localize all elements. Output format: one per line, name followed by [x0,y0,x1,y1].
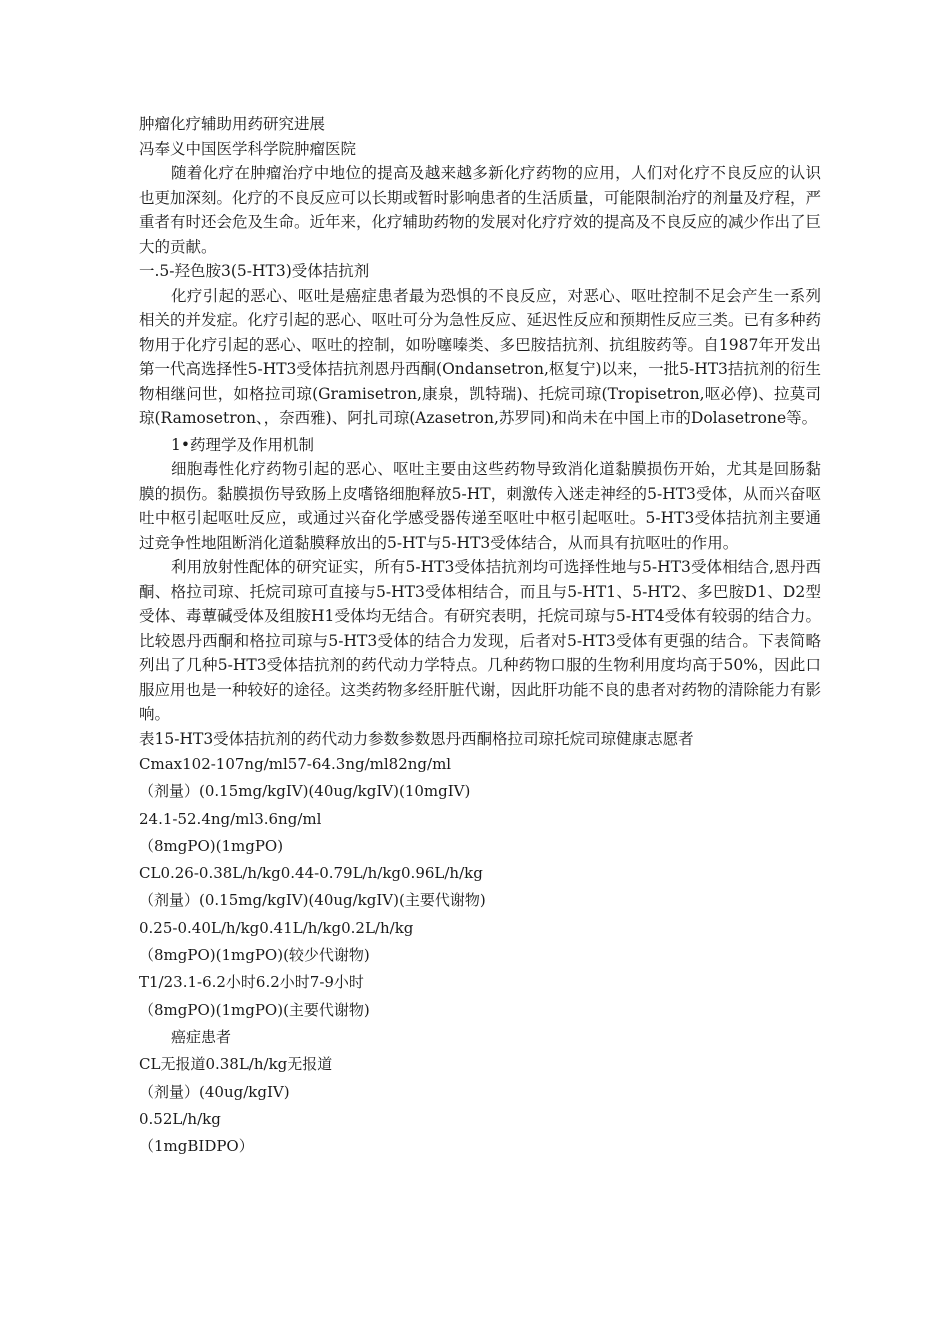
section-heading: 一.5-羟色胺3(5-HT3)受体拮抗剂 [139,262,370,280]
intro-paragraph: 随着化疗在肿瘤治疗中地位的提高及越来越多新化疗药物的应用，人们对化疗不良反应的认识也更加深刻。化疗的不良反应可以长期或暂时影响患者的生活质量，可能限制治疗的剂量及疗程，严重者有时还会危及生命。近年来，化疗辅助药物的发展对化疗疗效的提高及不良反应的减少作出了巨大的贡献。 [139,164,822,256]
document-page [139,112,821,1160]
table-line: Cmax102-107ng/ml57-64.3ng/ml82ng/ml [139,755,452,773]
section-paragraph: 化疗引起的恶心、呕吐是癌症患者最为恐惧的不良反应，对恶心、呕吐控制不足会产生一系列相关的并发症。化疗引起的恶心、呕吐可分为急性反应、延迟性反应和预期性反应三类。已有多种药物用于化疗引起的恶心、呕吐的控制，如吩噻嗪类、多巴胺拮抗剂、抗组胺药等。自1987年开发出第一代高选择性5-HT3受体拮抗剂恩丹西酮(Ondansetron,枢复宁)以来，一批5-HT3拮抗剂的衍生物相继问世，如格拉司琼(Gramisetron,康泉，凯特瑞)、托烷司琼(Tropisetron,呕必停)、拉莫司琼(Ramosetron、，奈西雅)、阿扎司琼(Azasetron,苏罗同)和尚未在中国上市的Dolasetrone等。 [139,286,822,427]
table-line: （剂量）(40ug/kgIV) [139,1082,290,1101]
table-line: （1mgBIDPO） [139,1137,254,1156]
document-title: 肿瘤化疗辅助用药研究进展 [139,115,326,133]
table-line: （剂量）(0.15mg/kgIV)(40ug/kgIV)(主要代谢物) [139,891,486,910]
binding-paragraph: 利用放射性配体的研究证实，所有5-HT3受体拮抗剂均可选择性地与5-HT3受体相结合,恩丹西酮、格拉司琼、托烷司琼可直接与5-HT3受体相结合，而且与5-HT1、5-HT2、多巴胺D1、D2型受体、毒蕈碱受体及组胺H1受体均无结合。有研究表明，托烷司琼与5-HT4受体有较弱的结合力。比较恩丹西酮和格拉司琼与5-HT3受体的结合力发现，后者对5-HT3受体有更强的结合。下表简略列出了几种5-HT3受体拮抗剂的药代动力学特点。几种药物口服的生物利用度均高于50%，因此口服应用也是一种较好的途径。这类药物多经肝脏代谢，因此肝功能不良的患者对药物的清除能力有影响。 [139,558,822,723]
table-group-label: 癌症患者 [171,1027,232,1046]
table-line: CL0.26-0.38L/h/kg0.44-0.79L/h/kg0.96L/h/kg [139,864,483,883]
document-author: 冯奉义中国医学科学院肿瘤医院 [139,139,357,158]
table-line: （剂量）(0.15mg/kgIV)(40ug/kgIV)(10mgIV) [139,782,471,801]
table-line: （8mgPO)(1mgPO) [139,836,284,855]
table-caption: 表15-HT3受体拮抗剂的药代动力参数参数恩丹西酮格拉司琼托烷司琼健康志愿者 [139,729,694,748]
table-line: CL无报道0.38L/h/kg无报道 [139,1055,333,1074]
mechanism-paragraph: 细胞毒性化疗药物引起的恶心、呕吐主要由这些药物导致消化道黏膜损伤开始，尤其是回肠黏膜的损伤。黏膜损伤导致肠上皮嗜铬细胞释放5-HT，刺激传入迷走神经的5-HT3受体，从而兴奋呕吐中枢引起呕吐反应，或通过兴奋化学感受器传递至呕吐中枢引起呕吐。5-HT3受体拮抗剂主要通过竞争性地阻断消化道黏膜释放出的5-HT与5-HT3受体结合，从而具有抗呕吐的作用。 [139,460,821,552]
table-line: T1/23.1-6.2小时6.2小时7-9小时 [139,973,364,992]
table-block [139,727,821,1161]
table-line: 0.52L/h/kg [139,1109,221,1128]
table-line: （8mgPO)(1mgPO)(较少代谢物) [139,946,370,965]
table-line: 24.1-52.4ng/ml3.6ng/ml [139,809,322,828]
table-line: 0.25-0.40L/h/kg0.41L/h/kg0.2L/h/kg [139,918,414,937]
table-line: （8mgPO)(1mgPO)(主要代谢物) [139,1000,370,1019]
subsection-heading: 1•药理学及作用机制 [171,435,315,454]
